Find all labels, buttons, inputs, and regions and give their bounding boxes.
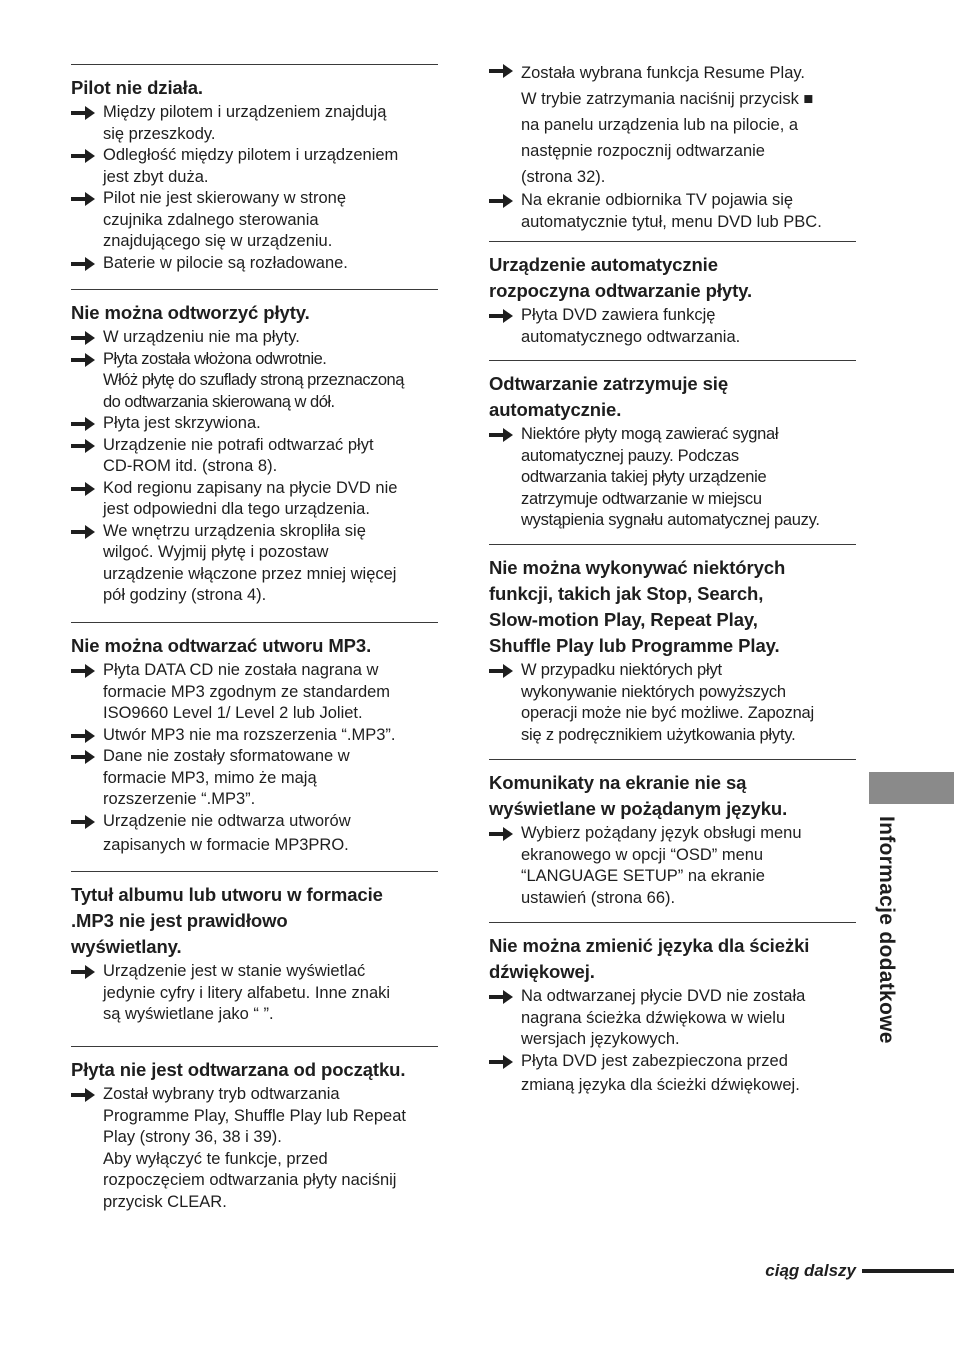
list-item (71, 145, 438, 188)
arrow-right-icon (71, 331, 95, 345)
item-line: Play (strony 36, 38 i 39). (103, 1128, 282, 1146)
item-line: Programme Play, Shuffle Play lub Repeat (103, 1106, 406, 1125)
item-line: jedynie cyfry i litery alfabetu. Inne znaki (103, 983, 391, 1002)
heading-line: Nie można odtwarzać utworu MP3. (71, 635, 372, 656)
list-item (489, 986, 856, 1051)
item-line: są wyświetlane jako “ ”. (103, 1005, 274, 1023)
continued-bar (862, 1269, 954, 1273)
list-item (71, 521, 438, 607)
arrow-right-icon (489, 194, 513, 208)
item-line: jest odpowiedni dla tego urządzenia. (103, 500, 370, 518)
section-divider (489, 759, 856, 760)
section-cannot-play-mp3 (71, 622, 438, 858)
item-line: przycisk CLEAR. (103, 1192, 227, 1211)
heading-line: Shuffle Play lub Programme Play. (489, 635, 780, 656)
item-line: Wybierz pożądany język obsługi menu (521, 824, 802, 842)
continued-label: ciąg dalszy (765, 1261, 856, 1280)
section-heading (71, 1057, 438, 1083)
item-line: rozpoczęciem odtwarzania płyty naciśnij (103, 1171, 397, 1189)
item-line: następnie rozpocznij odtwarzanie (521, 142, 765, 160)
section-heading (71, 633, 438, 659)
section-heading (489, 933, 856, 985)
item-line: Urządzenie nie odtwarza utworów (103, 811, 351, 830)
list-item (489, 305, 856, 348)
item-line: Na odtwarzanej płycie DVD nie została (521, 987, 806, 1005)
heading-line: Tytuł albumu lub utworu w formacie (71, 884, 383, 905)
section-functions-unavailable (489, 544, 856, 746)
arrow-right-icon (71, 192, 95, 206)
item-line: Włóż płytę do szuflady stroną przeznaczoną (103, 371, 404, 389)
list-item (489, 823, 856, 909)
section-divider (489, 360, 856, 361)
heading-line: automatycznie. (489, 399, 622, 420)
arrow-right-icon (489, 1055, 513, 1069)
list-item (71, 413, 438, 435)
section-heading (71, 75, 438, 101)
section-osd-language (489, 759, 856, 909)
heading-line: Płyta nie jest odtwarzana od początku. (71, 1059, 406, 1080)
arrow-right-icon (71, 815, 95, 829)
item-line: Płyta jest skrzywiona. (103, 414, 261, 432)
item-line: Płyta DVD zawiera funkcję (521, 306, 716, 324)
section-divider (71, 871, 438, 872)
list-item (71, 435, 438, 478)
item-line: odtwarzania takiej płyty urządzenie (521, 468, 767, 486)
list-item (71, 478, 438, 521)
arrow-right-icon (71, 729, 95, 743)
arrow-right-icon (71, 750, 95, 764)
item-line: Między pilotem i urządzeniem znajdują (103, 103, 387, 121)
section-not-from-beginning (71, 1046, 438, 1213)
section-divider (489, 922, 856, 923)
section-audio-language (489, 922, 856, 1098)
list-item (71, 102, 438, 145)
item-line: formacie MP3, mimo że mają (103, 768, 317, 787)
section-continued (489, 60, 856, 233)
item-line: rozszerzenie “.MP3”. (103, 790, 256, 808)
item-line: (strona 32). (521, 168, 606, 186)
section-divider (489, 544, 856, 545)
item-line: jest zbyt duża. (103, 167, 209, 186)
list-item (71, 1084, 438, 1213)
section-divider (71, 622, 438, 623)
item-line: Został wybrany tryb odtwarzania (103, 1085, 340, 1103)
arrow-right-icon (71, 353, 95, 367)
heading-line: Odtwarzanie zatrzymuje się (489, 373, 729, 394)
section-mp3-title-display (71, 871, 438, 1026)
list-item (71, 327, 438, 349)
item-line: W urządzeniu nie ma płyty. (103, 328, 300, 346)
heading-line: wyświetlany. (71, 936, 182, 957)
item-line: urządzenie włączone przez mniej więcej (103, 564, 397, 583)
list-item (489, 660, 856, 746)
item-line: automatycznie tytuł, menu DVD lub PBC. (521, 212, 822, 231)
item-line: zapisanych w formacie MP3PRO. (103, 836, 349, 854)
list-item (71, 660, 438, 725)
item-line: Pilot nie jest skierowany w stronę (103, 189, 347, 207)
arrow-right-icon (71, 1088, 95, 1102)
item-line: do odtwarzania skierowaną w dół. (103, 392, 335, 411)
list-item (71, 253, 438, 275)
section-heading (489, 555, 856, 659)
item-line: się z podręcznikiem użytkowania płyty. (521, 725, 796, 744)
item-line: Została wybrana funkcja Resume Play. (521, 64, 805, 82)
heading-line: Urządzenie automatycznie (489, 254, 718, 275)
list-item (71, 961, 438, 1026)
arrow-right-icon (71, 525, 95, 539)
item-line: zatrzymuje odtwarzanie w miejscu (521, 489, 762, 508)
item-line: formacie MP3 zgodnym ze standardem (103, 682, 391, 701)
item-line: automatycznej pauzy. Podczas (521, 446, 739, 465)
section-heading (489, 770, 856, 822)
item-line: wystąpienia sygnału automatycznej pauzy. (521, 511, 820, 529)
list-item (489, 190, 856, 233)
item-line: znajdującego się w urządzeniu. (103, 232, 333, 250)
item-line: Urządzenie jest w stanie wyświetlać (103, 962, 366, 980)
heading-line: Nie można odtworzyć płyty. (71, 302, 310, 323)
list-item (489, 424, 856, 532)
heading-line: dźwiękowej. (489, 961, 595, 982)
item-line: zmianą języka dla ścieżki dźwiękowej. (521, 1076, 800, 1094)
arrow-right-icon (71, 149, 95, 163)
heading-line: wyświetlane w pożądanym języku. (489, 798, 788, 819)
item-line: ISO9660 Level 1/ Level 2 lub Joliet. (103, 704, 363, 722)
heading-line: Slow-motion Play, Repeat Play, (489, 609, 758, 630)
arrow-right-icon (489, 428, 513, 442)
item-line: wilgoć. Wyjmij płytę i pozostaw (103, 543, 329, 561)
section-auto-stop (489, 360, 856, 532)
item-line: Płyta DVD jest zabezpieczona przed (521, 1051, 788, 1070)
section-heading (71, 882, 438, 960)
section-heading (489, 252, 856, 304)
list-item (71, 188, 438, 253)
item-line: operacji może nie być możliwe. Zapoznaj (521, 704, 815, 722)
list-item (71, 349, 438, 414)
item-line: Utwór MP3 nie ma rozszerzenia “.MP3”. (103, 725, 396, 744)
item-line: wykonywanie niektórych powyższych (521, 682, 786, 701)
item-line: W przypadku niektórych płyt (521, 661, 722, 679)
section-auto-start (489, 241, 856, 348)
item-line: Na ekranie odbiornika TV pojawia się (521, 191, 794, 209)
list-item (71, 746, 438, 811)
section-heading (71, 300, 438, 326)
arrow-right-icon (489, 309, 513, 323)
heading-line: funkcji, takich jak Stop, Search, (489, 583, 764, 604)
section-heading (489, 371, 856, 423)
item-line: CD-ROM itd. (strona 8). (103, 457, 278, 475)
item-line: Niektóre płyty mogą zawierać sygnał (521, 425, 779, 443)
section-remote-not-working (71, 64, 438, 274)
heading-line: Komunikaty na ekranie nie są (489, 772, 747, 793)
item-line: Urządzenie nie potrafi odtwarzać płyt (103, 435, 374, 454)
item-line: nagrana ścieżka dźwiękowa w wielu (521, 1008, 786, 1027)
item-line: ustawień (strona 66). (521, 888, 676, 907)
item-line: wersjach językowych. (521, 1030, 680, 1048)
section-divider (71, 64, 438, 65)
list-item (489, 1051, 856, 1099)
list-item (489, 60, 856, 190)
list-item (71, 811, 438, 859)
list-item (71, 725, 438, 747)
item-line: We wnętrzu urządzenia skropliła się (103, 521, 366, 540)
arrow-right-icon (71, 106, 95, 120)
item-line: Płyta została włożona odwrotnie. (103, 349, 327, 368)
heading-line: .MP3 nie jest prawidłowo (71, 910, 288, 931)
arrow-right-icon (71, 664, 95, 678)
side-tab-text: Informacje dodatkowe (875, 816, 898, 1044)
side-tab-label (874, 816, 902, 1066)
item-line: “LANGUAGE SETUP” na ekranie (521, 867, 765, 885)
item-line: ekranowego w opcji “OSD” menu (521, 845, 764, 864)
arrow-right-icon (489, 664, 513, 678)
section-tab-marker (869, 772, 954, 804)
arrow-right-icon (71, 965, 95, 979)
item-line: Aby wyłączyć te funkcje, przed (103, 1149, 328, 1168)
item-line: Baterie w pilocie są rozładowane. (103, 253, 348, 272)
heading-line: Nie można zmienić języka dla ścieżki (489, 935, 810, 956)
item-line: na panelu urządzenia lub na pilocie, a (521, 116, 799, 134)
section-cannot-play-disc (71, 289, 438, 607)
item-line: automatycznego odtwarzania. (521, 327, 741, 346)
section-divider (71, 289, 438, 290)
arrow-right-icon (71, 417, 95, 431)
item-line: się przeszkody. (103, 124, 216, 143)
arrow-right-icon (71, 482, 95, 496)
item-line: Płyta DATA CD nie została nagrana w (103, 661, 379, 679)
page-footer (765, 1258, 954, 1284)
item-line: Odległość między pilotem i urządzeniem (103, 146, 399, 164)
arrow-right-icon (489, 827, 513, 841)
item-line: Dane nie zostały sformatowane w (103, 747, 350, 765)
heading-line: Pilot nie działa. (71, 77, 203, 98)
section-divider (71, 1046, 438, 1047)
item-line: W trybie zatrzymania naciśnij przycisk ■ (521, 90, 814, 108)
item-line: Kod regionu zapisany na płycie DVD nie (103, 478, 398, 497)
item-line: pół godziny (strona 4). (103, 586, 267, 604)
heading-line: Nie można wykonywać niektórych (489, 557, 786, 578)
arrow-right-icon (489, 64, 513, 78)
arrow-right-icon (71, 439, 95, 453)
arrow-right-icon (71, 257, 95, 271)
arrow-right-icon (489, 990, 513, 1004)
item-line: czujnika zdalnego sterowania (103, 210, 319, 229)
heading-line: rozpoczyna odtwarzanie płyty. (489, 280, 753, 301)
section-divider (489, 241, 856, 242)
